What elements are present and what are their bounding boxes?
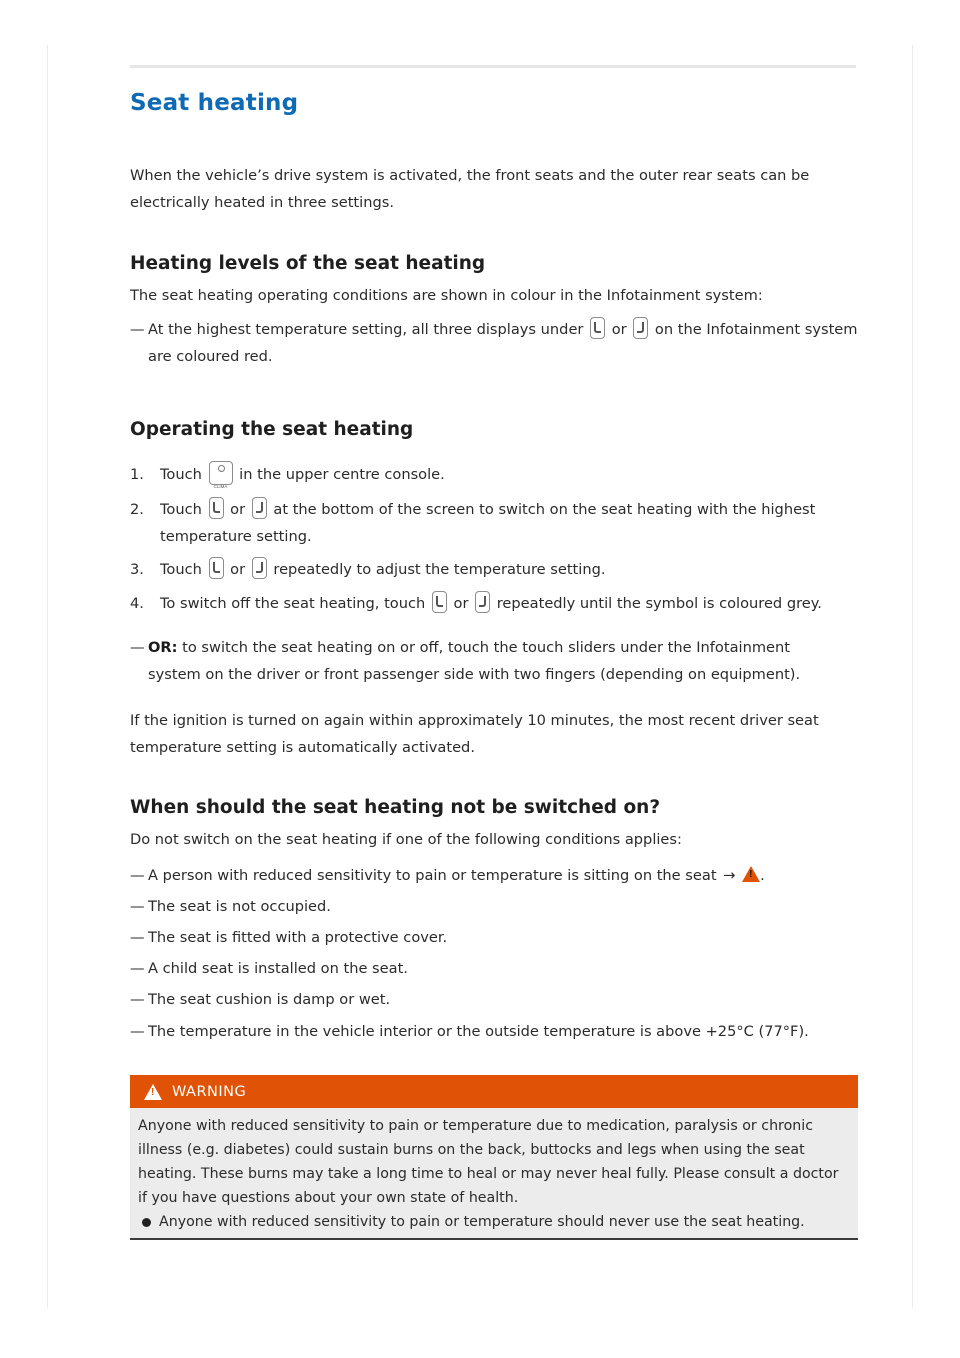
dash: — — [130, 929, 145, 946]
or-text: or — [230, 501, 246, 518]
condition-text: The seat is not occupied. — [148, 898, 331, 915]
dash: — — [130, 639, 145, 656]
or-text: or — [453, 595, 469, 612]
dash: — — [130, 960, 145, 977]
condition-text: The seat cushion is damp or wet. — [148, 991, 391, 1008]
or-text: or — [230, 561, 246, 578]
condition-item — [130, 893, 858, 920]
clima-label: CLIMA — [213, 484, 228, 489]
or-label: OR: — [148, 639, 178, 656]
intro-paragraph: When the vehicle’s drive system is activated, the front seats and the outer rear seats can be electrically heated in three settings. — [130, 167, 810, 211]
conditions-paragraph: Do not switch on the seat heating if one of the following conditions applies: — [130, 831, 682, 848]
top-rule — [130, 65, 856, 68]
step-4 — [130, 590, 858, 617]
item-text: At the highest temperature setting, all three displays under — [148, 321, 584, 338]
step-text: To switch off the seat heating, touch — [160, 595, 426, 612]
section-heading-not-switched-on: When should the seat heating not be switched on? — [130, 797, 661, 818]
condition-item — [130, 1018, 858, 1045]
item-text-end: on the Infotainment system are coloured red. — [148, 321, 858, 365]
step-text-end: repeatedly until the symbol is coloured grey. — [496, 595, 822, 612]
condition-item — [130, 862, 858, 889]
seat-heating-left-icon — [590, 317, 605, 339]
step-text: Touch — [160, 561, 202, 578]
warning-box — [130, 1075, 858, 1240]
arrow-icon[interactable]: → — [723, 867, 736, 884]
step-text-end: at the bottom of the screen to switch on the seat heating with the highest temperature setting. — [160, 501, 816, 545]
section-heading-operating: Operating the seat heating — [130, 419, 414, 440]
or-alternative-text: to switch the seat heating on or off, touch the touch sliders under the Infotainment system on the driver or front passenger side with two fingers (depending on equipment). — [148, 639, 801, 683]
condition-item — [130, 955, 858, 982]
step-text-end: repeatedly to adjust the temperature setting. — [273, 561, 606, 578]
seat-heating-right-icon — [252, 557, 267, 579]
seat-heating-left-icon — [209, 557, 224, 579]
condition-text: A child seat is installed on the seat. — [148, 960, 408, 977]
or-text: or — [611, 321, 627, 338]
condition-item — [130, 924, 858, 951]
condition-text: A person with reduced sensitivity to pain or temperature is sitting on the seat — [148, 867, 717, 884]
dash: — — [130, 991, 145, 1008]
right-margin-line — [912, 45, 913, 1308]
dash: — — [130, 898, 145, 915]
step-number: 2. — [130, 501, 144, 518]
condition-text: The temperature in the vehicle interior or the outside temperature is above +25°C (77°F). — [148, 1023, 809, 1040]
seat-heating-left-icon — [209, 497, 224, 519]
section-heading-levels: Heating levels of the seat heating — [130, 253, 486, 274]
warning-bullet-item — [138, 1210, 846, 1234]
ignition-paragraph: If the ignition is turned on again within approximately 10 minutes, the most recent driver seat temperature setting is automatically activated. — [130, 712, 819, 756]
step-2 — [130, 496, 858, 550]
step-text: Touch — [160, 501, 202, 518]
step-number: 4. — [130, 595, 144, 612]
left-margin-line — [47, 45, 48, 1308]
step-3 — [130, 556, 858, 583]
levels-list-item — [130, 316, 858, 370]
bullet-icon — [142, 1218, 151, 1227]
warning-header — [130, 1075, 858, 1108]
warning-body — [130, 1108, 858, 1240]
dash: — — [130, 321, 145, 338]
levels-paragraph: The seat heating operating conditions are shown in colour in the Infotainment system: — [130, 287, 763, 304]
or-alternative-item — [130, 634, 830, 688]
clima-button-icon — [209, 461, 233, 489]
condition-text: The seat is fitted with a protective cover. — [148, 929, 448, 946]
condition-item — [130, 986, 858, 1013]
warning-triangle-icon — [144, 1084, 162, 1100]
seat-heating-left-icon — [432, 591, 447, 613]
warning-text: Anyone with reduced sensitivity to pain or temperature due to medication, paralysis or chronic illness (e.g. diabetes) could sustain burns on the back, buttocks and legs when using the seat heating. These burns may take a long time to heal or may never heal fully. Please consult a doctor if you have questions about your own state of health. — [138, 1118, 839, 1206]
dash: — — [130, 867, 145, 884]
page-title: Seat heating — [130, 90, 299, 116]
step-text-end: in the upper centre console. — [239, 466, 445, 483]
step-text: Touch — [160, 466, 202, 483]
warning-label: WARNING — [172, 1083, 247, 1100]
seat-heating-right-icon — [475, 591, 490, 613]
dash: — — [130, 1023, 145, 1040]
step-number: 3. — [130, 561, 144, 578]
step-1 — [130, 461, 858, 488]
period: . — [760, 867, 765, 884]
seat-heating-right-icon — [633, 317, 648, 339]
warning-bullet-text: Anyone with reduced sensitivity to pain or temperature should never use the seat heating. — [159, 1214, 805, 1230]
warning-triangle-icon[interactable] — [742, 866, 760, 882]
seat-heating-right-icon — [252, 497, 267, 519]
step-number: 1. — [130, 466, 144, 483]
